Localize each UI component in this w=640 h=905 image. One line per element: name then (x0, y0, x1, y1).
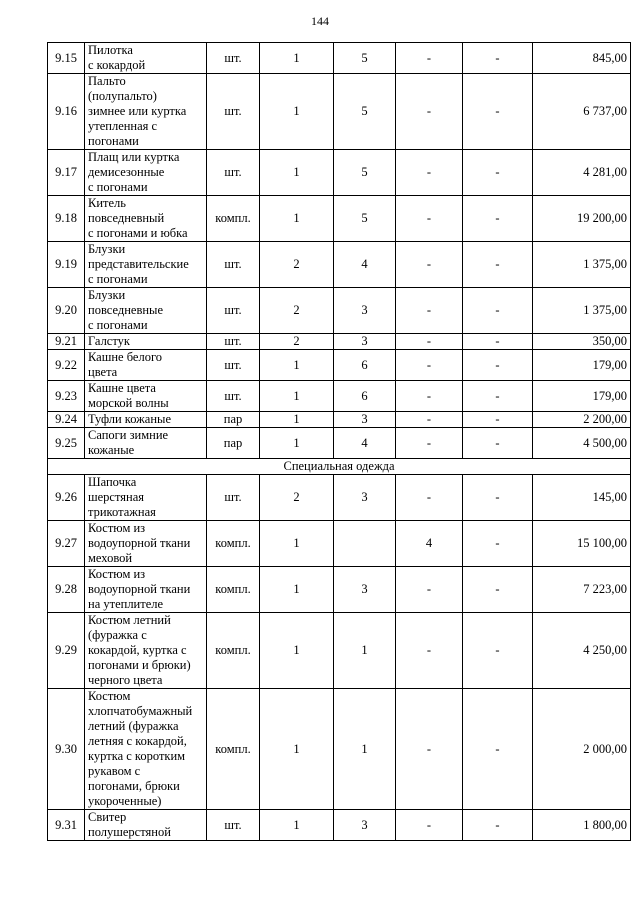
cell-c2: 6 (334, 350, 396, 381)
table-row (48, 428, 631, 459)
cell-name: Туфли кожаные (85, 412, 207, 428)
section-title: Специальная одежда (48, 459, 631, 475)
cell-c3: - (396, 412, 463, 428)
cell-c2: 5 (334, 74, 396, 150)
cell-unit: компл. (207, 613, 260, 689)
cell-price: 179,00 (533, 381, 631, 412)
cell-c4: - (463, 567, 533, 613)
cell-name: Свитер полушерстяной (85, 810, 207, 841)
cell-name: Кашне белого цвета (85, 350, 207, 381)
cell-c2: 6 (334, 381, 396, 412)
cell-unit: шт. (207, 810, 260, 841)
cell-c2: 3 (334, 288, 396, 334)
cell-c4: - (463, 288, 533, 334)
cell-name: Шапочка шерстяная трикотажная (85, 475, 207, 521)
cell-name: Пилотка с кокардой (85, 43, 207, 74)
cell-num: 9.28 (48, 567, 85, 613)
cell-num: 9.26 (48, 475, 85, 521)
cell-c4: - (463, 242, 533, 288)
cell-unit: шт. (207, 334, 260, 350)
cell-price: 179,00 (533, 350, 631, 381)
cell-name: Костюм из водоупорной ткани на утеплителе (85, 567, 207, 613)
cell-unit: шт. (207, 74, 260, 150)
table-row (48, 288, 631, 334)
table-body (48, 43, 631, 841)
cell-c4: - (463, 810, 533, 841)
cell-name: Блузки представительские с погонами (85, 242, 207, 288)
table-row (48, 150, 631, 196)
cell-c3: 4 (396, 521, 463, 567)
cell-price: 4 500,00 (533, 428, 631, 459)
cell-num: 9.17 (48, 150, 85, 196)
table-row (48, 350, 631, 381)
cell-c4: - (463, 475, 533, 521)
cell-unit: пар (207, 412, 260, 428)
cell-num: 9.15 (48, 43, 85, 74)
cell-c4: - (463, 74, 533, 150)
table-row (48, 43, 631, 74)
cell-c3: - (396, 381, 463, 412)
cell-price: 2 200,00 (533, 412, 631, 428)
cell-price: 1 800,00 (533, 810, 631, 841)
clothing-supply-table (47, 42, 631, 841)
cell-c3: - (396, 689, 463, 810)
cell-c1: 1 (260, 613, 334, 689)
cell-c1: 1 (260, 74, 334, 150)
cell-price: 19 200,00 (533, 196, 631, 242)
cell-c1: 1 (260, 428, 334, 459)
cell-unit: компл. (207, 689, 260, 810)
cell-c2: 5 (334, 150, 396, 196)
cell-num: 9.27 (48, 521, 85, 567)
cell-c4: - (463, 150, 533, 196)
cell-c4: - (463, 350, 533, 381)
cell-name: Блузки повседневные с погонами (85, 288, 207, 334)
cell-unit: компл. (207, 196, 260, 242)
cell-c2: 4 (334, 242, 396, 288)
cell-unit: компл. (207, 521, 260, 567)
cell-c2: 3 (334, 475, 396, 521)
cell-unit: шт. (207, 475, 260, 521)
cell-c4: - (463, 428, 533, 459)
cell-name: Кашне цвета морской волны (85, 381, 207, 412)
cell-num: 9.30 (48, 689, 85, 810)
cell-c3: - (396, 242, 463, 288)
cell-unit: пар (207, 428, 260, 459)
cell-c3: - (396, 196, 463, 242)
table-row (48, 475, 631, 521)
cell-num: 9.21 (48, 334, 85, 350)
cell-unit: шт. (207, 381, 260, 412)
table-row (48, 810, 631, 841)
cell-unit: шт. (207, 350, 260, 381)
cell-unit: компл. (207, 567, 260, 613)
cell-c1: 1 (260, 810, 334, 841)
cell-num: 9.24 (48, 412, 85, 428)
cell-price: 4 250,00 (533, 613, 631, 689)
table-row (48, 381, 631, 412)
cell-c4: - (463, 521, 533, 567)
cell-price: 1 375,00 (533, 288, 631, 334)
cell-price: 845,00 (533, 43, 631, 74)
cell-c2: 3 (334, 334, 396, 350)
cell-name: Пальто (полупальто) зимнее или куртка утепленная с погонами (85, 74, 207, 150)
cell-unit: шт. (207, 43, 260, 74)
cell-c3: - (396, 810, 463, 841)
cell-c3: - (396, 613, 463, 689)
table-row (48, 567, 631, 613)
cell-name: Китель повседневный с погонами и юбка (85, 196, 207, 242)
cell-c3: - (396, 334, 463, 350)
cell-c4: - (463, 196, 533, 242)
cell-c4: - (463, 689, 533, 810)
cell-name: Костюм из водоупорной ткани меховой (85, 521, 207, 567)
cell-name: Сапоги зимние кожаные (85, 428, 207, 459)
section-header-row (48, 459, 631, 475)
cell-c2: 4 (334, 428, 396, 459)
cell-unit: шт. (207, 242, 260, 288)
cell-c1: 1 (260, 412, 334, 428)
cell-name: Плащ или куртка демисезонные с погонами (85, 150, 207, 196)
cell-num: 9.31 (48, 810, 85, 841)
cell-c4: - (463, 381, 533, 412)
table-row (48, 242, 631, 288)
cell-c3: - (396, 475, 463, 521)
cell-c4: - (463, 412, 533, 428)
cell-c1: 1 (260, 567, 334, 613)
cell-num: 9.19 (48, 242, 85, 288)
cell-c1: 1 (260, 689, 334, 810)
cell-name: Костюм хлопчатобумажный летний (фуражка летняя с кокардой, куртка с коротким рукавом с погонами, брюки укороченные) (85, 689, 207, 810)
cell-price: 6 737,00 (533, 74, 631, 150)
cell-c1: 1 (260, 43, 334, 74)
cell-price: 2 000,00 (533, 689, 631, 810)
cell-name: Костюм летний (фуражка с кокардой, куртка с погонами и брюки) черного цвета (85, 613, 207, 689)
cell-c1: 1 (260, 350, 334, 381)
cell-c1: 2 (260, 288, 334, 334)
cell-c3: - (396, 150, 463, 196)
cell-c2: 1 (334, 613, 396, 689)
cell-price: 350,00 (533, 334, 631, 350)
cell-c3: - (396, 74, 463, 150)
cell-num: 9.20 (48, 288, 85, 334)
cell-c2 (334, 521, 396, 567)
cell-price: 145,00 (533, 475, 631, 521)
cell-num: 9.25 (48, 428, 85, 459)
cell-unit: шт. (207, 150, 260, 196)
cell-unit: шт. (207, 288, 260, 334)
cell-c1: 1 (260, 521, 334, 567)
cell-price: 4 281,00 (533, 150, 631, 196)
table-row (48, 521, 631, 567)
cell-c1: 1 (260, 196, 334, 242)
cell-c3: - (396, 428, 463, 459)
cell-c4: - (463, 43, 533, 74)
cell-num: 9.16 (48, 74, 85, 150)
table-row (48, 412, 631, 428)
cell-c4: - (463, 613, 533, 689)
cell-c2: 5 (334, 196, 396, 242)
cell-c3: - (396, 288, 463, 334)
cell-c3: - (396, 350, 463, 381)
table-row (48, 196, 631, 242)
cell-num: 9.18 (48, 196, 85, 242)
cell-price: 15 100,00 (533, 521, 631, 567)
table-row (48, 689, 631, 810)
cell-c2: 1 (334, 689, 396, 810)
cell-c2: 3 (334, 412, 396, 428)
cell-c4: - (463, 334, 533, 350)
cell-c1: 1 (260, 150, 334, 196)
cell-c1: 2 (260, 334, 334, 350)
cell-c1: 2 (260, 242, 334, 288)
cell-c3: - (396, 567, 463, 613)
page-number: 144 (311, 14, 329, 28)
cell-c2: 5 (334, 43, 396, 74)
cell-num: 9.23 (48, 381, 85, 412)
table-row (48, 334, 631, 350)
cell-c2: 3 (334, 567, 396, 613)
cell-name: Галстук (85, 334, 207, 350)
cell-c2: 3 (334, 810, 396, 841)
cell-num: 9.22 (48, 350, 85, 381)
cell-c3: - (396, 43, 463, 74)
cell-price: 1 375,00 (533, 242, 631, 288)
cell-c1: 1 (260, 381, 334, 412)
table-row (48, 74, 631, 150)
cell-c1: 2 (260, 475, 334, 521)
cell-price: 7 223,00 (533, 567, 631, 613)
cell-num: 9.29 (48, 613, 85, 689)
table-row (48, 613, 631, 689)
